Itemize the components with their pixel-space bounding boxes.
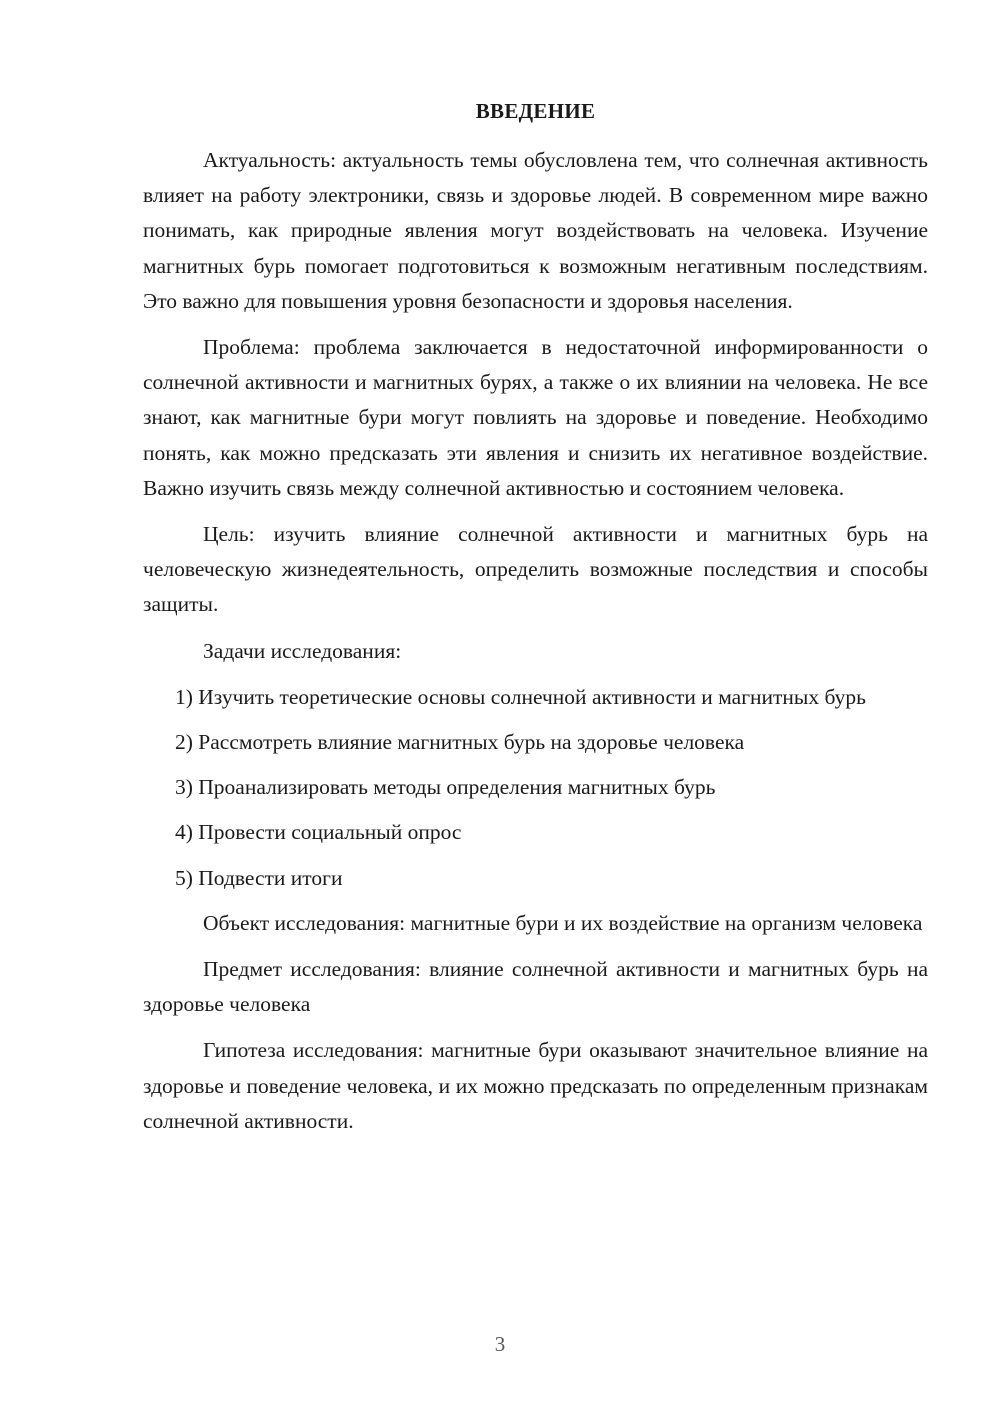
paragraph-tasks-intro: Задачи исследования:	[203, 638, 402, 663]
list-item: 2) Рассмотреть влияние магнитных бурь на здоровье человека	[175, 730, 745, 755]
document-page	[143, 94, 928, 1150]
list-item: 4) Провести социальный опрос	[175, 820, 462, 845]
list-item: 5) Подвести итоги	[175, 865, 343, 890]
section-heading: ВВЕДЕНИЕ	[475, 99, 596, 123]
list-item: 1) Изучить теоретические основы солнечной активности и магнитных бурь	[175, 684, 866, 709]
paragraph-hypothesis: Гипотеза исследования: магнитные бури оказывают значительное влияние на здоровье и поведение человека, и их можно предсказать по определенным признакам солнечной активности.	[143, 1038, 928, 1133]
paragraph-relevance: Актуальность: актуальность темы обусловлена тем, что солнечная активность влияет на работу электроники, связь и здоровье людей. В современном мире важно понимать, как природные явления могут воздействовать на человека. Изучение магнитных бурь помогает подготовиться к возможным негативным последствиям. Это важно для повышения уровня безопасности и здоровья населения.	[143, 148, 928, 313]
list-item: 3) Проанализировать методы определения магнитных бурь	[175, 775, 716, 800]
paragraph-subject: Предмет исследования: влияние солнечной активности и магнитных бурь на здоровье человека	[143, 957, 928, 1017]
tasks-list	[143, 680, 928, 896]
page-number: 3	[494, 1332, 506, 1356]
paragraph-goal: Цель: изучить влияние солнечной активности и магнитных бурь на человеческую жизнедеятельность, определить возможные последствия и способы защиты.	[143, 522, 928, 617]
paragraph-object: Объект исследования: магнитные бури и их воздействие на организм человека	[203, 910, 923, 935]
paragraph-problem: Проблема: проблема заключается в недостаточной информированности о солнечной активности и магнитных бурях, а также о их влиянии на человека. Не все знают, как магнитные бури могут повлиять на здоровье и поведение. Необходимо понять, как можно предсказать эти явления и снизить их негативное воздействие. Важно изучить связь между солнечной активностью и состоянием человека.	[143, 335, 928, 500]
